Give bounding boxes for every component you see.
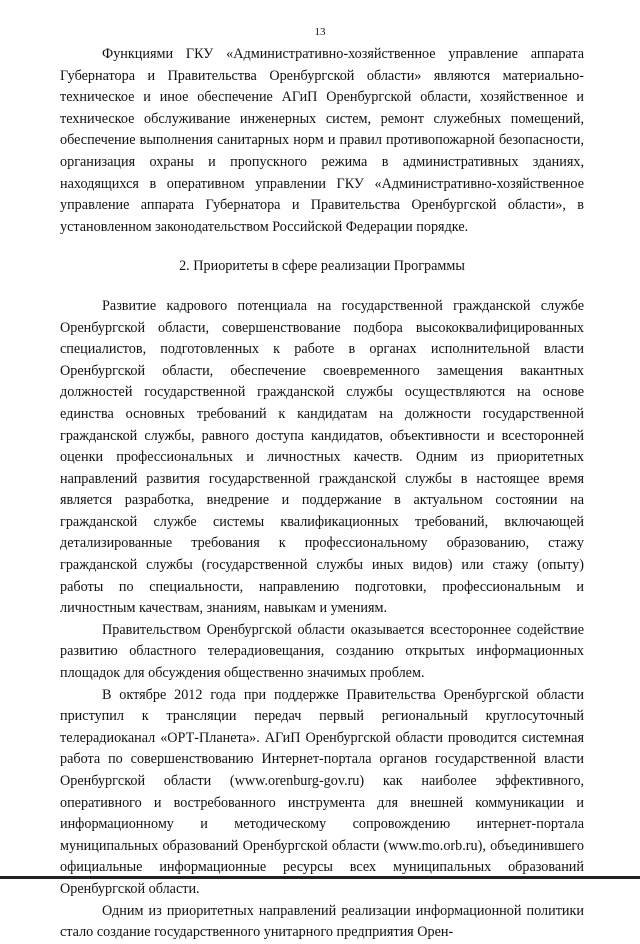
paragraph-info-policy: Одним из приоритетных направлений реализации информационной политики стало создание государственного унитарного предприятия Орен-: [60, 902, 584, 941]
paragraph-portal: В октябре 2012 года при поддержке Правительства Оренбургской области приступил к трансляции передач первый региональный круглосуточный телерадиоканал «ОРТ-Планета». АГиП Оренбургской области проводится системная работа по совершенствованию Интернет-портала органов государственной власти Оренбургской области (www.orenburg-gov.ru) как наиболее эффективного, оперативного и востребованного инструмента для внешней коммуникации и информационному и методическому сопровождению интернет-портала муниципальных образований Оренбургской области (www.mo.orb.ru), объединившего официальные информационные ресурсы всех муниципальных образований Оренбургской области.: [60, 686, 584, 897]
paragraph-broadcasting: Правительством Оренбургской области оказывается всестороннее содействие развитию областного телерадиовещания, созданию открытых информационных площадок для обсуждения общественно значимых проблем.: [60, 621, 584, 682]
bottom-divider: [0, 876, 640, 879]
paragraph-personnel: Развитие кадрового потенциала на государственной гражданской службе Оренбургской области, совершенствование подбора высококвалифицированных специалистов, подготовленных к работе в органах исполнительной власти Оренбургской области, обеспечение своевременного замещения вакантных должностей государственной гражданской службы осуществляются на основе единства основных требований к кандидатам на должности государственной гражданской службы, равного доступа кандидатов, объективности и всесторонней оценки профессиональных и личностных качеств. Одним из приоритетных направлений развития государственной гражданской службы в настоящее время является разработка, внедрение и поддержание в актуальном состоянии на гражданской службе системы квалификационных требований, включающей детализированные требования к профессиональному образованию, стажу гражданской службы (государственной службы иных видов) или стажу (опыту) работы по специальности, направлению подготовки, профессиональным и личностным качествам, знаниям, навыкам и умениям.: [60, 297, 584, 617]
document-body: [60, 44, 584, 944]
section-heading: 2. Приоритеты в сфере реализации Программы: [179, 258, 465, 275]
paragraph-functions: Функциями ГКУ «Административно-хозяйственное управление аппарата Губернатора и Правительства Оренбургской области» являются материально-техническое и иное обеспечение АГиП Оренбургской области, хозяйственное и техническое обслуживание инженерных систем, ремонт служебных помещений, обеспечение выполнения санитарных норм и правил противопожарной безопасности, организация охраны и пропускного режима в административных зданиях, находящихся в оперативном управлении ГКУ «Административно-хозяйственное управление аппарата Губернатора и Правительства Оренбургской области», в установленном законодательством Российской Федерации порядке.: [60, 46, 584, 235]
page-number: 13: [314, 26, 326, 38]
